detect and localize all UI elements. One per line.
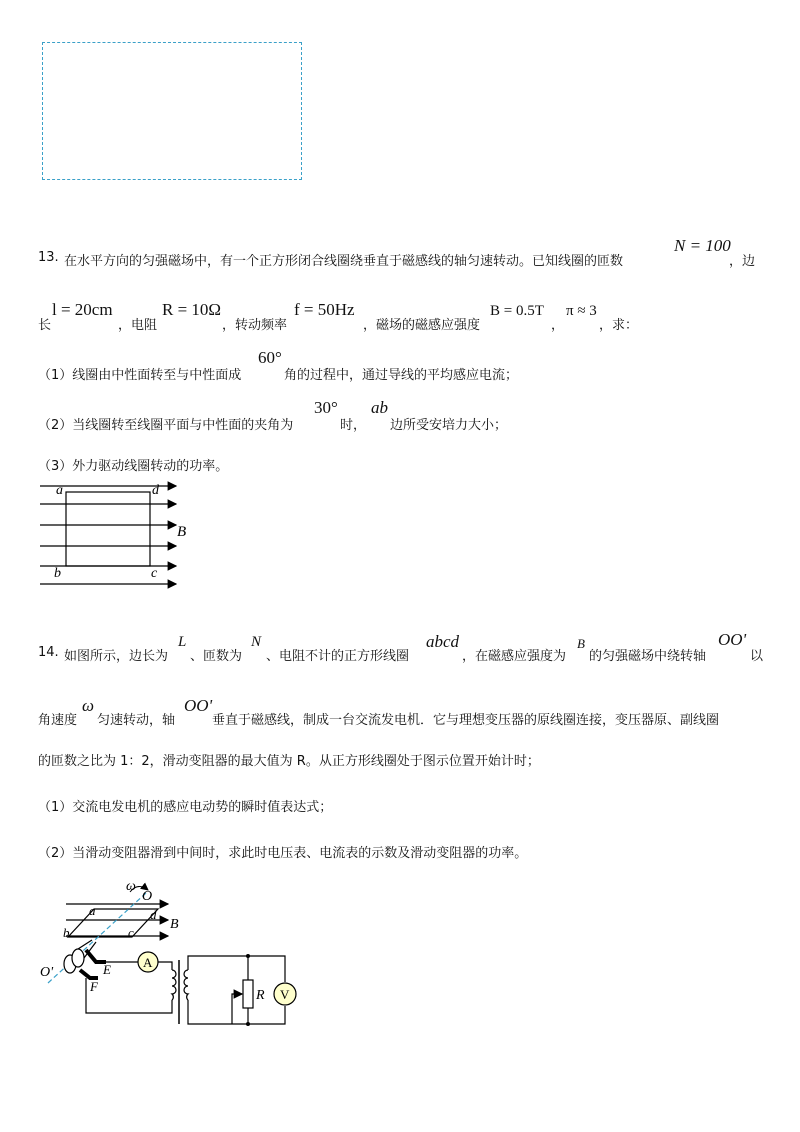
- q14-line3: 的匝数之比为 1：2，滑动变阻器的最大值为 R。从正方形线圈处于图示位置开始计时；: [38, 754, 540, 769]
- q13-l-value: l = 20cm: [52, 300, 113, 319]
- q14-line1-a: 如图所示，边长为: [64, 649, 169, 664]
- q14-line1-d: ，在磁感应强度为: [462, 649, 567, 664]
- q14-L: L: [178, 634, 187, 650]
- label-d: d: [150, 907, 157, 922]
- slip-ring: [72, 949, 84, 967]
- ammeter-label: A: [143, 955, 153, 970]
- q14-line1-e: 的匀强磁场中绕转轴: [589, 649, 707, 664]
- wire: [86, 978, 172, 1013]
- label-B: B: [177, 524, 187, 540]
- label-c: c: [151, 566, 158, 581]
- q14-figure: [36, 878, 306, 1028]
- q13-resistor-label: ，电阻: [118, 318, 158, 333]
- label-b: b: [63, 925, 70, 940]
- label-d: d: [152, 483, 159, 498]
- q13-part2-start: （2）当线圈转至线圈平面与中性面的夹角为: [38, 418, 294, 433]
- label-omega: ω: [126, 879, 136, 894]
- junction-dot: [246, 1022, 250, 1026]
- label-O: O: [142, 889, 153, 904]
- q13-qiu: ，求：: [599, 318, 639, 333]
- label-B: B: [170, 917, 179, 932]
- q13-part2-ab: ab: [371, 398, 388, 417]
- q14-line1-f: 以: [750, 649, 764, 664]
- label-E: E: [103, 962, 111, 977]
- q13-comma: ，: [551, 318, 565, 333]
- q13-part2-end: 边所受安培力大小；: [390, 418, 508, 433]
- q13-B-value: B = 0.5T: [490, 303, 544, 319]
- q14-line2-c: 垂直于磁感线，制成一台交流发电机．它与理想变压器的原线圈连接，变压器原、副线圈: [212, 713, 720, 728]
- q13-part2-mid: 时，: [340, 418, 367, 433]
- q14-omega: ω: [82, 696, 95, 715]
- q13-part3: （3）外力驱动线圈转动的功率。: [38, 459, 229, 474]
- q14-abcd: abcd: [426, 632, 460, 651]
- q14-B: B: [577, 636, 585, 651]
- q13-part1-start: （1）线圈由中性面转至与中性面成: [38, 368, 242, 383]
- wire: [188, 1000, 285, 1024]
- q14-part2: （2）当滑动变阻器滑到中间时，求此时电压表、电流表的示数及滑动变阻器的功率。: [38, 846, 528, 861]
- q13-chang: 长: [38, 318, 52, 333]
- junction-dot: [246, 954, 250, 958]
- question-number: 14.: [38, 645, 59, 660]
- q13-figure: [36, 478, 206, 590]
- q13-line1-text: 在水平方向的匀强磁场中，有一个正方形闭合线圈绕垂直于磁感线的轴匀速转动。已知线圈的匝数: [64, 254, 624, 269]
- label-R: R: [256, 988, 265, 1003]
- voltmeter-label: V: [280, 987, 290, 1002]
- primary-coil: [172, 970, 176, 1000]
- label-F: F: [90, 979, 98, 994]
- wire: [158, 962, 172, 970]
- q13-N-value: N = 100: [674, 236, 731, 255]
- q13-part2-angle: 30°: [314, 398, 338, 417]
- answer-box: [42, 42, 302, 180]
- label-a: a: [89, 903, 96, 918]
- q13-freq-label: ，转动频率: [222, 318, 288, 333]
- coil-square: [66, 492, 150, 566]
- q13-line1-end: ，边: [729, 254, 756, 269]
- secondary-coil: [184, 970, 188, 1000]
- brush-E: [86, 950, 106, 962]
- question-number: 13.: [38, 250, 59, 265]
- q14-line2-a: 角速度: [38, 713, 78, 728]
- q13-part1-end: 角的过程中，通过导线的平均感应电流；: [284, 368, 519, 383]
- q13-R-value: R = 10Ω: [162, 300, 222, 319]
- wire: [188, 956, 285, 982]
- q14-line2-b: 匀速转动，轴: [97, 713, 176, 728]
- q13-B-label: ，磁场的磁感应强度: [363, 318, 481, 333]
- q14-line1-b: 、匝数为: [190, 649, 243, 664]
- rheostat: [243, 980, 253, 1008]
- q14-line1-c: 、电阻不计的正方形线圈: [266, 649, 410, 664]
- label-c: c: [128, 925, 134, 940]
- q14-N: N: [251, 634, 262, 650]
- q14-OO2: OO': [184, 696, 213, 715]
- label-O-prime: O': [40, 965, 54, 980]
- label-a: a: [56, 483, 63, 498]
- brush-F: [80, 970, 98, 978]
- q13-pi-value: π ≈ 3: [566, 303, 597, 319]
- rheostat-slider: [232, 994, 242, 1024]
- q14-part1: （1）交流电发电机的感应电动势的瞬时值表达式；: [38, 800, 333, 815]
- q14-OO: OO': [718, 630, 747, 649]
- q13-part1-angle: 60°: [258, 348, 282, 367]
- label-b: b: [54, 566, 61, 581]
- q13-f-value: f = 50Hz: [294, 300, 355, 319]
